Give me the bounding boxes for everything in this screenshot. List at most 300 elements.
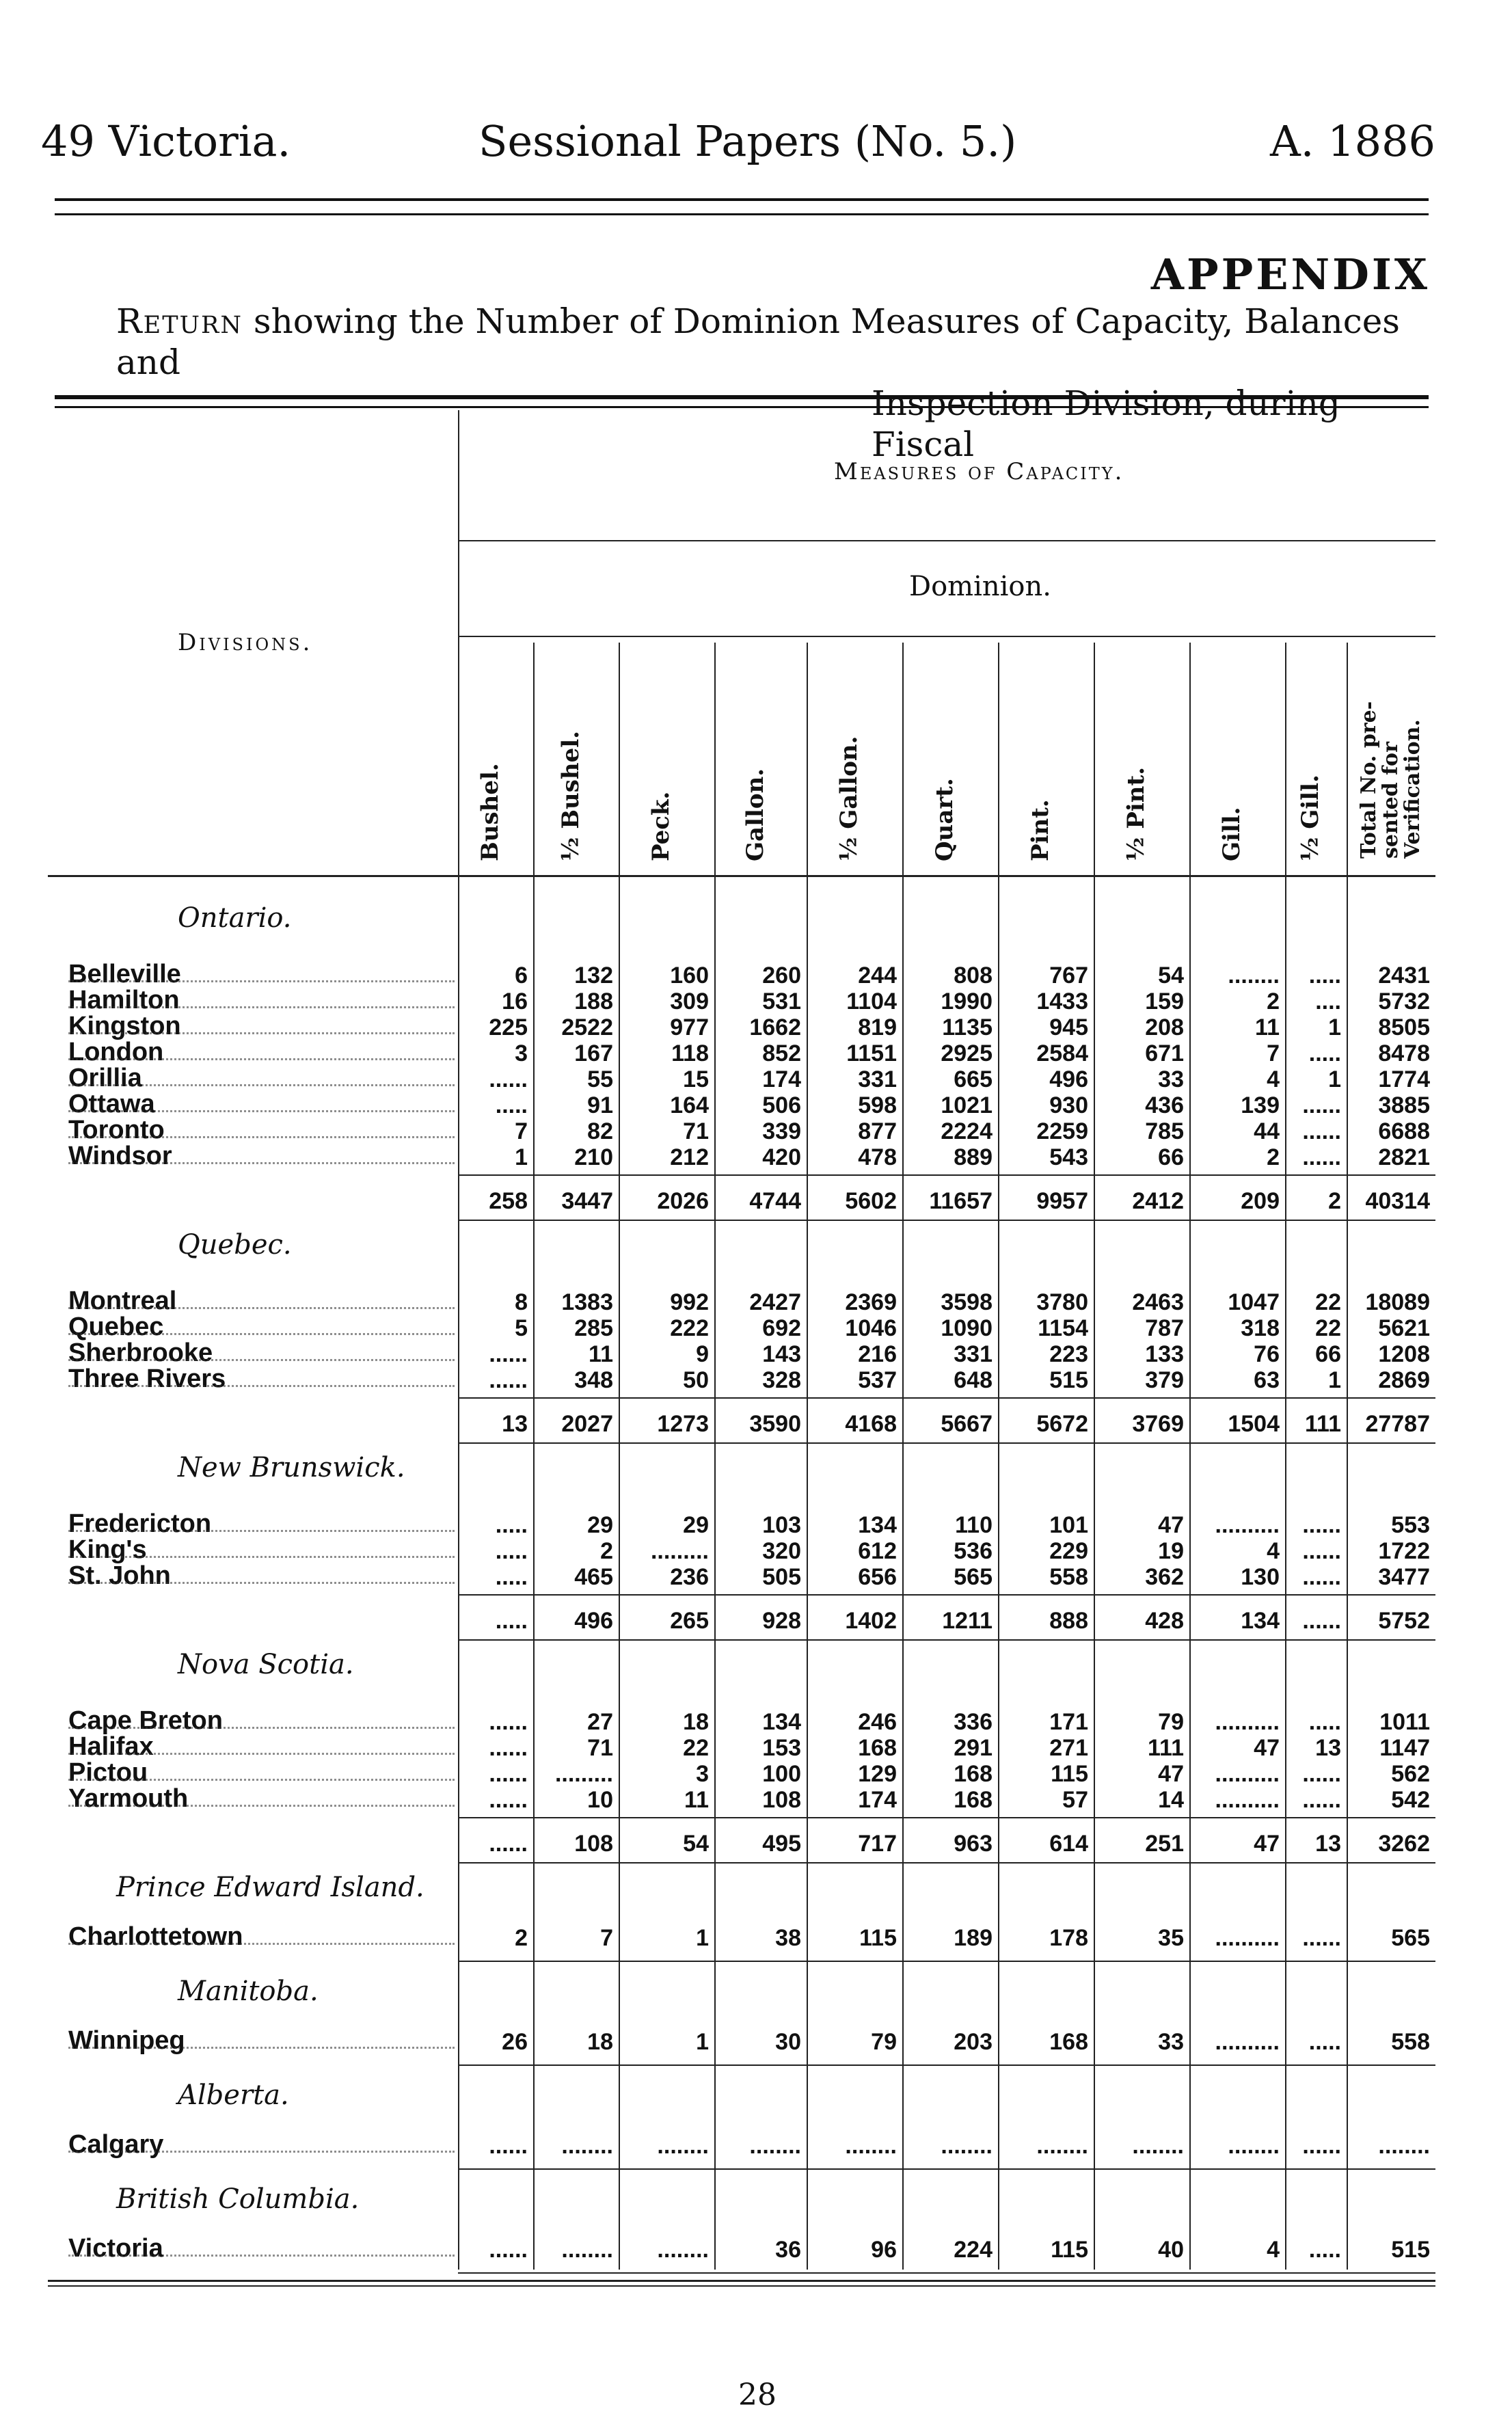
table-cell: 5 xyxy=(515,1315,528,1341)
table-cell: 2463 xyxy=(1132,1289,1184,1315)
leader-dots xyxy=(68,1012,455,1034)
table-cell: 1990 xyxy=(941,988,993,1014)
table-cell: 224 xyxy=(954,2237,993,2263)
leader-dots xyxy=(68,1561,455,1584)
leader-dots xyxy=(68,1706,455,1729)
table-cell: 1 xyxy=(1328,1014,1341,1040)
table-cell: 134 xyxy=(858,1512,897,1538)
division-name: Quebec xyxy=(68,1313,164,1341)
table-cell: 1774 xyxy=(1378,1066,1430,1092)
table-cell: 33 xyxy=(1158,2029,1184,2055)
table-cell: 379 xyxy=(1145,1367,1184,1393)
section-rule xyxy=(458,2064,1435,2066)
table-cell: 671 xyxy=(1145,1040,1184,1066)
table-cell: 420 xyxy=(762,1144,801,1170)
table-cell: 1 xyxy=(696,1925,709,1951)
table-cell: 71 xyxy=(587,1735,613,1761)
table-cell: 47 xyxy=(1158,1512,1184,1538)
subtotal-bottom-rule xyxy=(458,1639,1435,1641)
table-cell: 108 xyxy=(762,1787,801,1813)
table-cell: 2584 xyxy=(1036,1040,1088,1066)
table-cell: 79 xyxy=(1158,1709,1184,1735)
total-cell: 928 xyxy=(762,1608,801,1634)
table-cell: 71 xyxy=(683,1118,709,1144)
table-cell: .......... xyxy=(1215,1512,1280,1538)
table-cell: 33 xyxy=(1158,1066,1184,1092)
table-cell: 291 xyxy=(954,1735,993,1761)
table-cell: ........ xyxy=(1228,2133,1280,2159)
division-name: Yarmouth xyxy=(68,1784,189,1813)
column-divider xyxy=(533,643,535,2270)
table-cell: ........ xyxy=(561,2133,613,2159)
running-head xyxy=(41,116,1435,178)
column-divider xyxy=(1285,643,1286,2270)
table-cell: 336 xyxy=(954,1709,993,1735)
table-cell: 648 xyxy=(954,1367,993,1393)
table-cell: 11 xyxy=(1255,1014,1280,1040)
table-cell: ...... xyxy=(489,1066,528,1092)
table-cell: 6 xyxy=(515,963,528,988)
table-cell: 101 xyxy=(1049,1512,1088,1538)
table-cell: 2369 xyxy=(845,1289,897,1315)
header-rule-subgroup xyxy=(458,636,1435,637)
top-double-rule xyxy=(55,198,1429,215)
table-cell: 537 xyxy=(858,1367,897,1393)
table-cell: 1104 xyxy=(846,988,897,1014)
table-cell: 7 xyxy=(1267,1040,1280,1066)
table-cell: 3780 xyxy=(1036,1289,1088,1315)
table-cell: 8478 xyxy=(1378,1040,1430,1066)
table-cell: 91 xyxy=(587,1092,613,1118)
table-cell: 1046 xyxy=(845,1315,897,1341)
table-cell: ...... xyxy=(1302,1787,1341,1813)
table-cell: ...... xyxy=(489,1367,528,1393)
leader-dots xyxy=(68,1784,455,1807)
total-cell: 265 xyxy=(670,1608,709,1634)
table-cell: 767 xyxy=(1049,963,1088,988)
division-name: King's xyxy=(68,1535,147,1564)
leader-dots xyxy=(68,1922,455,1945)
table-cell: 236 xyxy=(670,1564,709,1590)
table-cell: 160 xyxy=(670,963,709,988)
total-cell: 5752 xyxy=(1378,1608,1430,1634)
table-cell: 164 xyxy=(670,1092,709,1118)
table-cell: 2869 xyxy=(1378,1367,1430,1393)
total-cell: 614 xyxy=(1049,1831,1088,1857)
table-cell: 515 xyxy=(1391,2237,1430,2263)
table-cell: 216 xyxy=(858,1341,897,1367)
table-cell: .... xyxy=(1315,988,1341,1014)
total-cell: 54 xyxy=(683,1831,709,1857)
table-cell: ........ xyxy=(561,2237,613,2263)
section-rule xyxy=(458,2168,1435,2170)
table-cell: 178 xyxy=(1049,1925,1088,1951)
table-cell: 1 xyxy=(696,2029,709,2055)
header-rule-group xyxy=(458,540,1435,541)
table-cell: 7 xyxy=(515,1118,528,1144)
table-cell: 134 xyxy=(762,1709,801,1735)
total-cell: 111 xyxy=(1305,1411,1341,1437)
total-cell: 11657 xyxy=(929,1188,993,1214)
table-cell: 1 xyxy=(1328,1367,1341,1393)
division-name: Belleville xyxy=(68,960,181,988)
table-cell: 203 xyxy=(954,2029,993,2055)
table-cell: 9 xyxy=(696,1341,709,1367)
section-rule xyxy=(458,1961,1435,1962)
table-cell: 2522 xyxy=(561,1014,613,1040)
division-name: Pictou xyxy=(68,1758,148,1787)
table-cell: 3 xyxy=(696,1761,709,1787)
leader-dots xyxy=(68,1038,455,1060)
table-cell: 4 xyxy=(1267,1538,1280,1564)
total-cell: 4168 xyxy=(845,1411,897,1437)
table-cell: 531 xyxy=(762,988,801,1014)
table-cell: 174 xyxy=(762,1066,801,1092)
table-cell: ........ xyxy=(1378,2133,1430,2159)
division-name: Kingston xyxy=(68,1012,181,1040)
caption-double-rule xyxy=(55,395,1429,408)
province-heading: Ontario. xyxy=(178,902,292,934)
table-cell: 130 xyxy=(1241,1564,1280,1590)
table-cell: 1662 xyxy=(749,1014,801,1040)
column-divider xyxy=(619,643,620,2270)
table-cell: ...... xyxy=(1302,1538,1341,1564)
table-cell: 436 xyxy=(1145,1092,1184,1118)
table-cell: 103 xyxy=(762,1512,801,1538)
subtotal-rule xyxy=(458,1174,1435,1176)
table-cell: ..... xyxy=(495,1512,528,1538)
table-cell: 889 xyxy=(954,1144,993,1170)
leader-dots xyxy=(68,1338,455,1361)
table-cell: 14 xyxy=(1158,1787,1184,1813)
table-cell: 1 xyxy=(1328,1066,1341,1092)
table-cell: ...... xyxy=(489,2237,528,2263)
division-name: Ottawa xyxy=(68,1090,155,1118)
table-cell: 2427 xyxy=(749,1289,801,1315)
table-cell: 465 xyxy=(574,1564,613,1590)
table-cell: 2 xyxy=(1267,1144,1280,1170)
header-rule-bottom xyxy=(48,875,1435,877)
province-heading: Nova Scotia. xyxy=(178,1649,354,1680)
leader-dots xyxy=(68,2130,455,2153)
table-cell: 1135 xyxy=(942,1014,993,1040)
leader-dots xyxy=(68,1732,455,1755)
table-cell: ........ xyxy=(941,2133,993,2159)
table-cell: 246 xyxy=(858,1709,897,1735)
total-cell: 1402 xyxy=(845,1608,897,1634)
table-cell: 168 xyxy=(1049,2029,1088,2055)
table-cell: 2 xyxy=(1267,988,1280,1014)
total-cell: 4744 xyxy=(749,1188,801,1214)
table-cell: ..... xyxy=(1308,2237,1341,2263)
province-heading: Manitoba. xyxy=(178,1976,319,2007)
table-cell: 174 xyxy=(858,1787,897,1813)
page-number: 28 xyxy=(738,2378,777,2412)
division-name: Toronto xyxy=(68,1116,165,1144)
table-cell: 6688 xyxy=(1378,1118,1430,1144)
table-cell: 285 xyxy=(574,1315,613,1341)
leader-dots xyxy=(68,1142,455,1164)
table-cell: 536 xyxy=(954,1538,993,1564)
table-cell: 115 xyxy=(1051,1761,1088,1787)
leader-dots xyxy=(68,1287,455,1309)
table-cell: 44 xyxy=(1254,1118,1280,1144)
table-cell: 553 xyxy=(1391,1512,1430,1538)
subtotal-rule xyxy=(458,1397,1435,1399)
total-cell: 134 xyxy=(1241,1608,1280,1634)
table-cell: 143 xyxy=(762,1341,801,1367)
table-cell: 8505 xyxy=(1378,1014,1430,1040)
table-cell: 229 xyxy=(1049,1538,1088,1564)
caption-line-1: showing the Number of Dominion Measures of Capacity, Balances and xyxy=(116,301,1400,382)
table-cell: 22 xyxy=(1315,1289,1341,1315)
table-cell: 168 xyxy=(954,1761,993,1787)
total-cell: 251 xyxy=(1145,1831,1184,1857)
table-bottom-rule-2 xyxy=(48,2285,1435,2287)
total-cell: 717 xyxy=(858,1831,897,1857)
table-cell: 808 xyxy=(954,963,993,988)
subtotal-rule xyxy=(458,1594,1435,1596)
table-cell: 47 xyxy=(1254,1735,1280,1761)
table-cell: 5621 xyxy=(1378,1315,1430,1341)
leader-dots xyxy=(68,1758,455,1781)
table-cell: 542 xyxy=(1391,1787,1430,1813)
total-cell: 963 xyxy=(954,1831,993,1857)
table-cell: 8 xyxy=(515,1289,528,1315)
table-cell: 19 xyxy=(1158,1538,1184,1564)
table-cell: 111 xyxy=(1148,1735,1184,1761)
table-cell: ......... xyxy=(650,1538,709,1564)
table-cell: 787 xyxy=(1145,1315,1184,1341)
province-heading: Alberta. xyxy=(178,2080,289,2111)
table-cell: 992 xyxy=(670,1289,709,1315)
table-cell: 29 xyxy=(587,1512,613,1538)
table-cell: 496 xyxy=(1049,1066,1088,1092)
table-cell: 18 xyxy=(587,2029,613,2055)
table-cell: 47 xyxy=(1158,1761,1184,1787)
total-cell: 1273 xyxy=(657,1411,709,1437)
caption-line-2: Inspection Division, during Fiscal xyxy=(872,384,1340,464)
division-name: Charlottetown xyxy=(68,1922,243,1951)
total-cell: 5667 xyxy=(941,1411,993,1437)
total-cell: ...... xyxy=(489,1831,528,1857)
table-cell: 50 xyxy=(683,1367,709,1393)
division-name: Fredericton xyxy=(68,1509,212,1538)
table-cell: 1090 xyxy=(941,1315,993,1341)
table-cell: 189 xyxy=(954,1925,993,1951)
table-cell: 11 xyxy=(684,1787,709,1813)
table-cell: 1 xyxy=(515,1144,528,1170)
subtotal-bottom-rule xyxy=(458,1862,1435,1864)
table-cell: 930 xyxy=(1049,1092,1088,1118)
table-cell: 515 xyxy=(1049,1367,1088,1393)
leader-dots xyxy=(68,986,455,1008)
table-cell: 2 xyxy=(600,1538,613,1564)
table-cell: 5732 xyxy=(1378,988,1430,1014)
table-cell: 1151 xyxy=(846,1040,897,1066)
table-cell: 612 xyxy=(858,1538,897,1564)
table-cell: 13 xyxy=(1315,1735,1341,1761)
table-cell: 10 xyxy=(587,1787,613,1813)
table-cell: ..... xyxy=(1308,2029,1341,2055)
leader-dots xyxy=(68,1364,455,1387)
total-cell: ..... xyxy=(495,1608,528,1634)
table-cell: 100 xyxy=(762,1761,801,1787)
capacity-table xyxy=(48,410,1442,2297)
division-name: Three Rivers xyxy=(68,1364,226,1393)
total-cell: 13 xyxy=(1315,1831,1341,1857)
table-cell: 692 xyxy=(762,1315,801,1341)
table-cell: 118 xyxy=(671,1040,709,1066)
leader-dots xyxy=(68,1090,455,1112)
table-cell: 3885 xyxy=(1378,1092,1430,1118)
table-cell: 82 xyxy=(587,1118,613,1144)
table-cell: 171 xyxy=(1049,1709,1088,1735)
total-cell: 5672 xyxy=(1036,1411,1088,1437)
column-header: Quart. xyxy=(931,778,958,861)
table-cell: 212 xyxy=(670,1144,709,1170)
leader-dots xyxy=(68,2234,455,2257)
table-cell: ........ xyxy=(1036,2133,1088,2159)
table-cell: 558 xyxy=(1391,2029,1430,2055)
total-cell: 209 xyxy=(1241,1188,1280,1214)
leader-dots xyxy=(68,1509,455,1532)
table-cell: 4 xyxy=(1267,1066,1280,1092)
table-cell: 1208 xyxy=(1378,1341,1430,1367)
column-divider xyxy=(998,643,999,2270)
table-cell: 2821 xyxy=(1378,1144,1430,1170)
column-header: ½ Bushel. xyxy=(556,730,584,861)
table-cell: ........ xyxy=(657,2133,709,2159)
table-cell: .......... xyxy=(1215,1709,1280,1735)
table-cell: 15 xyxy=(683,1066,709,1092)
division-name: Winnipeg xyxy=(68,2026,185,2055)
table-cell: 506 xyxy=(762,1092,801,1118)
table-cell: 945 xyxy=(1049,1014,1088,1040)
table-cell: 30 xyxy=(775,2029,801,2055)
total-cell: 5602 xyxy=(845,1188,897,1214)
table-cell: 339 xyxy=(762,1118,801,1144)
total-cell: 108 xyxy=(574,1831,613,1857)
column-divider xyxy=(714,643,716,2270)
table-cell: 348 xyxy=(574,1367,613,1393)
total-cell: 3590 xyxy=(749,1411,801,1437)
table-cell: 505 xyxy=(762,1564,801,1590)
table-cell: 562 xyxy=(1391,1761,1430,1787)
leader-dots xyxy=(68,1313,455,1335)
table-cell: ........ xyxy=(1132,2133,1184,2159)
table-cell: 2259 xyxy=(1036,1118,1088,1144)
table-cell: 2431 xyxy=(1378,963,1430,988)
table-cell: 168 xyxy=(858,1735,897,1761)
column-header: ½ Pint. xyxy=(1122,766,1150,861)
group-title: Measures of Capacity. xyxy=(834,458,1124,485)
total-cell: 13 xyxy=(502,1411,528,1437)
division-name: Montreal xyxy=(68,1287,177,1315)
table-cell: 35 xyxy=(1158,1925,1184,1951)
table-cell: 331 xyxy=(954,1341,993,1367)
table-cell: 656 xyxy=(858,1564,897,1590)
table-cell: 115 xyxy=(1051,2237,1088,2263)
table-cell: 40 xyxy=(1158,2237,1184,2263)
table-cell: ........ xyxy=(845,2133,897,2159)
table-cell: ...... xyxy=(489,1761,528,1787)
table-cell: ...... xyxy=(489,1787,528,1813)
table-cell: ...... xyxy=(1302,1144,1341,1170)
column-header: Gallon. xyxy=(741,768,769,861)
total-cell: 27787 xyxy=(1365,1411,1430,1437)
column-header: ½ Gallon. xyxy=(835,736,863,861)
total-cell: 2026 xyxy=(657,1188,709,1214)
table-cell: 1383 xyxy=(561,1289,613,1315)
table-cell: 225 xyxy=(489,1014,528,1040)
table-cell: 271 xyxy=(1049,1735,1088,1761)
running-head-left: 49 Victoria. xyxy=(41,116,291,166)
table-cell: 133 xyxy=(1145,1341,1184,1367)
leader-dots xyxy=(68,2026,455,2049)
table-cell: 66 xyxy=(1158,1144,1184,1170)
table-cell: 22 xyxy=(683,1735,709,1761)
total-cell: 2 xyxy=(1328,1188,1341,1214)
running-head-right: A. 1886 xyxy=(1270,116,1435,166)
appendix-title: APPENDIX xyxy=(1150,250,1430,299)
province-heading: British Columbia. xyxy=(116,2183,360,2215)
table-cell: 598 xyxy=(858,1092,897,1118)
total-cell: 1504 xyxy=(1228,1411,1280,1437)
table-cell: 223 xyxy=(1049,1341,1088,1367)
column-divider xyxy=(1094,643,1095,2270)
table-cell: 2 xyxy=(515,1925,528,1951)
table-cell: 362 xyxy=(1145,1564,1184,1590)
table-cell: 222 xyxy=(670,1315,709,1341)
subtotal-bottom-rule xyxy=(458,1220,1435,1221)
table-cell: 1722 xyxy=(1378,1538,1430,1564)
table-cell: .......... xyxy=(1215,1787,1280,1813)
table-cell: 1154 xyxy=(1038,1315,1088,1341)
table-cell: 1147 xyxy=(1379,1735,1430,1761)
division-name: Halifax xyxy=(68,1732,154,1761)
table-cell: ...... xyxy=(489,1709,528,1735)
table-cell: 66 xyxy=(1315,1341,1341,1367)
table-cell: 565 xyxy=(1391,1925,1430,1951)
total-cell: 888 xyxy=(1049,1608,1088,1634)
table-cell: 27 xyxy=(587,1709,613,1735)
subtotal-rule xyxy=(458,1817,1435,1818)
table-cell: 38 xyxy=(775,1925,801,1951)
table-cell: ..... xyxy=(1308,963,1341,988)
table-cell: ...... xyxy=(1302,1925,1341,1951)
total-cell: 47 xyxy=(1254,1831,1280,1857)
table-cell: ...... xyxy=(1302,1512,1341,1538)
table-cell: ...... xyxy=(1302,1564,1341,1590)
column-header: ½ Gill. xyxy=(1297,775,1324,861)
column-header: Total No. pre-sented for Verification. xyxy=(1357,701,1425,859)
table-cell: 16 xyxy=(502,988,528,1014)
table-cell: 18 xyxy=(683,1709,709,1735)
table-cell: 159 xyxy=(1145,988,1184,1014)
column-header: Peck. xyxy=(647,791,675,861)
total-cell: 258 xyxy=(489,1188,528,1214)
table-cell: 115 xyxy=(859,1925,897,1951)
leader-dots xyxy=(68,960,455,982)
table-cell: 1047 xyxy=(1228,1289,1280,1315)
division-name: Windsor xyxy=(68,1142,172,1170)
leader-dots xyxy=(68,1064,455,1086)
table-cell: 26 xyxy=(502,2029,528,2055)
table-cell: 320 xyxy=(762,1538,801,1564)
table-cell: 139 xyxy=(1241,1092,1280,1118)
table-bottom-rule xyxy=(48,2280,1435,2282)
